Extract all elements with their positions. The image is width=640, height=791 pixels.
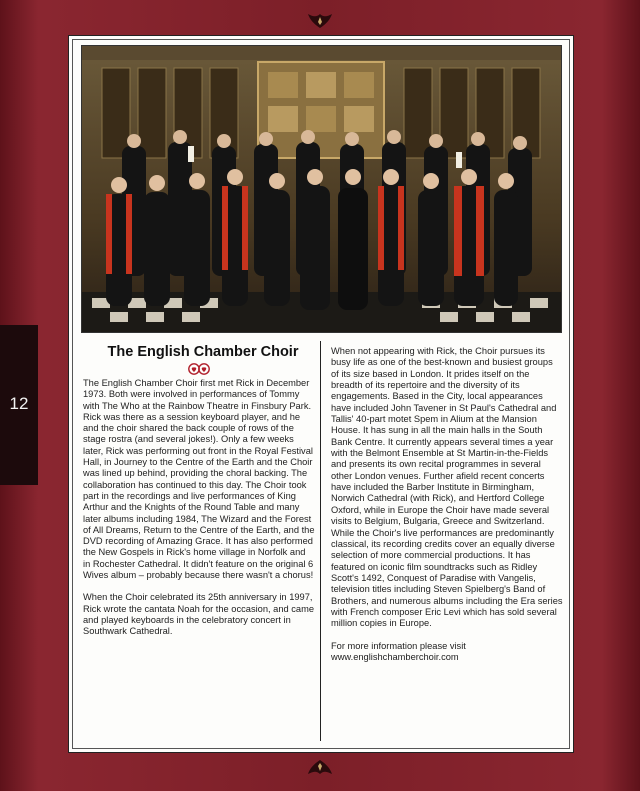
right-column	[331, 346, 563, 663]
website-link[interactable]: www.englishchamberchoir.com	[331, 651, 459, 662]
fleur-ornament-icon	[304, 12, 336, 30]
left-paragraph-2: When the Choir celebrated its 25th anniversary in 1997, Rick wrote the cantata Noah for the occasion, and came and played keyboards in the celebratory concert in Southwark Cathedral.	[83, 592, 314, 637]
double-heart-ornament-icon	[186, 363, 212, 375]
left-paragraph-1: The English Chamber Choir first met Rick in December 1973. Both were involved in performances of Tommy with The Who at the Rainbow Theatre in Finsbury Park. Rick was there as a session keyboard player, and he and the choir shared the back couple of rows of the stage rostra (and several jokes!). Only a few weeks later, Rick was performing out front in the Royal Festival Hall, in Journey to the Centre of the Earth and the Choir was lined up behind, providing the choral backing. The collaboration has continued to this day. The Choir took part in the recordings and live performances of King Arthur and the Knights of the Round Table and many later albums including 1984, The Wizard and the Forest of All Dreams, Return to the Centre of the Earth, and the DVD recording of Amazing Grace. It has also performed the New Gospels in Rick's home village in Norfolk and in Rochester Cathedral. It didn't feature on the original 6 Wives album – probably because there wasn't a chorus!	[83, 378, 315, 581]
column-divider	[320, 341, 321, 741]
left-column	[83, 344, 315, 638]
more-info-line: For more information please visit	[331, 640, 466, 651]
right-paragraph-1: When not appearing with Rick, the Choir pursues its busy life as one of the best-known and busiest groups of its size based in London. It prides itself on the breadth of its repertoire and the diversity of its engagements. Based in the City, local appearances have included John Tavener in St Paul's Cathedral and Tallis' 40-part motet Spem in Alium at the Mansion House. It has sung in all the main halls in the South Bank Centre. It currently appears several times a year with the Belmont Ensemble at St Martin-in-the-Fields and presents its own recital programmes in several other London venues. Further afield recent concerts have included the Barber Institute in Birmingham, Norwich Cathedral (with Rick), and Hertford College Oxford, while in Europe the Choir have made several visits to Belgium, Bulgaria, Greece and Switzerland. While the Choir's live performances are predominantly classical, its recording credits cover an equally diverse selection of more commercial productions. It has featured on iconic film soundtracks such as Ridley Scott's 1492, Conquest of Paradise with Vangelis, television titles including Steven Spielberg's Band of Brothers, and numerous albums including the Era series with French composer Eric Levi which has sold several million copies in Europe.	[331, 346, 563, 629]
choir-group-photo	[81, 45, 562, 333]
page-number: 12	[9, 394, 29, 413]
article-title: The English Chamber Choir	[107, 344, 299, 360]
fleur-ornament-icon	[304, 758, 336, 776]
article-panel	[68, 35, 574, 753]
